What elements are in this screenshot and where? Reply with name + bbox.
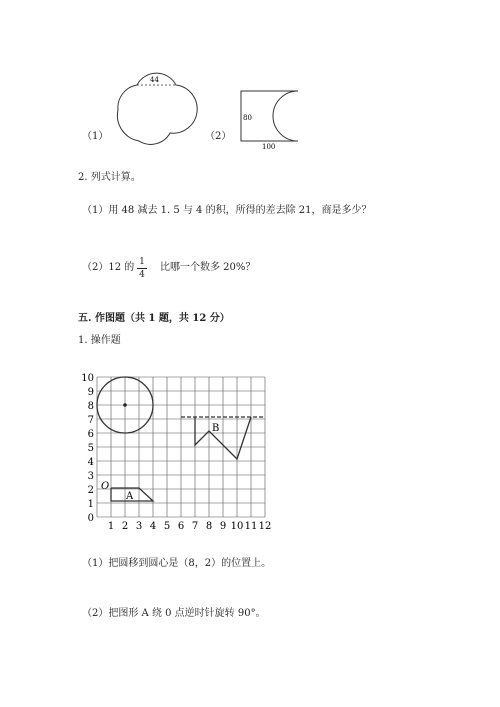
x-tick-label: 2	[121, 521, 129, 532]
shape-b-label: B	[212, 423, 220, 434]
x-tick-label: 9	[219, 521, 227, 532]
height-80: 80	[243, 114, 252, 122]
q2-item1: （1）用 48 减去 1. 5 与 4 的积，所得的差去除 21，商是多少？	[82, 205, 372, 216]
y-tick-label: 1	[87, 499, 94, 510]
x-axis-ticks	[108, 521, 272, 532]
task-2: （2）把图形 A 绕 0 点逆时针旋转 90°。	[82, 608, 266, 619]
y-axis-ticks	[81, 373, 94, 524]
figure-2	[225, 80, 315, 155]
x-tick-label: 3	[135, 521, 143, 532]
x-tick-label: 1	[107, 521, 115, 532]
y-tick-label: 2	[87, 485, 94, 496]
y-tick-label: 0	[87, 513, 94, 524]
section-5-subheading: 1. 操作题	[78, 335, 121, 346]
x-tick-label: 5	[163, 521, 171, 532]
quatrefoil-figure	[80, 55, 205, 160]
grid-lines	[97, 377, 265, 517]
grid-svg	[81, 365, 285, 532]
y-tick-label: 10	[81, 373, 94, 384]
y-tick-label: 3	[87, 471, 94, 482]
x-tick-label: 4	[149, 521, 157, 532]
y-tick-label: 8	[87, 401, 94, 412]
y-tick-label: 4	[87, 457, 94, 468]
y-tick-label: 7	[87, 415, 94, 426]
x-tick-label: 7	[191, 521, 199, 532]
y-tick-label: 5	[87, 443, 94, 454]
cut-rectangle-figure	[225, 80, 315, 155]
origin-label: O	[101, 481, 110, 492]
q2-heading: 2. 列式计算。	[78, 172, 141, 183]
fraction-bar	[137, 268, 147, 269]
q2-item2-suffix: 比哪一个数多 20%？	[160, 262, 256, 273]
x-tick-label: 6	[177, 521, 185, 532]
width-100: 100	[262, 143, 276, 151]
grid-figure	[81, 365, 285, 532]
x-tick-label: 8	[205, 521, 213, 532]
circle-center-dot	[123, 403, 127, 407]
x-tick-label: 12	[258, 521, 272, 532]
section-5-title: 五. 作图题（共 1 题，共 12 分）	[78, 313, 230, 324]
x-tick-label: 10	[230, 521, 244, 532]
figure-1	[80, 55, 205, 160]
dimension-44: 44	[150, 76, 159, 84]
fraction-denominator: 4	[139, 270, 145, 280]
x-tick-label: 11	[244, 521, 258, 532]
task-1: （1）把圆移到圆心是（8，2）的位置上。	[82, 558, 272, 569]
fraction-numerator: 1	[139, 257, 145, 267]
fraction	[137, 257, 147, 280]
shape-a-label: A	[126, 491, 134, 502]
figure-1-label: （1）	[82, 131, 109, 142]
y-tick-label: 6	[87, 429, 94, 440]
y-tick-label: 9	[87, 387, 94, 398]
figure-2-label: （2）	[205, 131, 232, 142]
q2-item2-prefix: （2）12 的	[82, 262, 135, 273]
